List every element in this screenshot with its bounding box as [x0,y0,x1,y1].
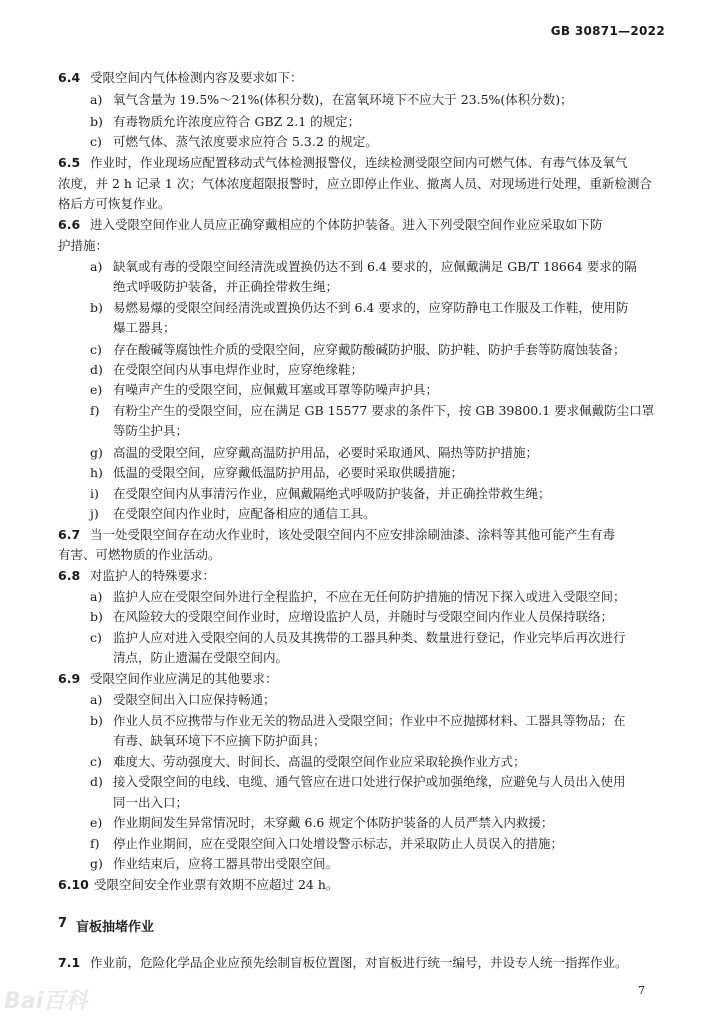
item-letter: b) [90,113,103,129]
item-text: 在受限空间内从事电焊作业时，应穿绝缘鞋； [113,362,364,377]
item-text: 绝式呼吸防护装备，并正确拴带救生绳； [113,279,339,295]
item-text: 易燃易爆的受限空间经清洗或置换仍达不到 6.4 要求的，应穿防静电工作服及工作鞋，使用防 [113,299,629,315]
item-letter: b) [90,299,103,315]
standard-code: GB 30871—2022 [550,24,665,38]
item-text: 作业人员不应携带与作业无关的物品进入受限空间；作业中不应抛掷材料、工器具等物品；在 [113,712,626,728]
clause-number: 6.6 [58,216,81,232]
item-letter: d) [90,774,103,790]
item-text: 低温的受限空间，应穿戴低温防护用品，必要时采取供暖措施； [113,465,464,481]
item-text: 同一出入口； [113,794,189,810]
clause-text: 当一处受限空间存在动火作业时，该处受限空间内不应安排涂刷油漆、涂料等其他可能产生有毒 [90,526,616,542]
clause-text: 格后方可恢复作业。 [58,196,171,212]
item-letter: h) [90,465,103,481]
item-letter: e) [90,382,103,398]
item-text: 清点，防止遗漏在受限空间内。 [113,650,289,666]
item-letter: d) [90,362,103,377]
item-text: 受限空间出入口应保持畅通； [113,692,276,708]
item-text: 有毒、缺氧环境下不应摘下防护面具； [113,733,326,749]
clause-text: 有害、可燃物质的作业活动。 [58,547,221,563]
item-letter: i) [90,485,99,501]
item-letter: a) [90,692,103,708]
item-text: 监护人应对进入受限空间的人员及其携带的工器具种类、数量进行登记，作业完毕后再次进行 [113,629,626,645]
clause-text: 受限空间安全作业票有效期不应超过 24 h。 [94,877,339,892]
clause-text: 护措施： [58,238,109,254]
clause-number: 6.8 [58,567,81,583]
item-text: 缺氧或有毒的受限空间经清洗或置换仍达不到 6.4 要求的，应佩戴满足 GB/T 18664 要求的隔 [113,258,637,274]
item-text: 在风险较大的受限空间作业时，应增设监护人员，并随时与受限空间内作业人员保持联络； [113,609,614,625]
page-number: 7 [638,984,645,997]
item-text: 在受限空间内作业时，应配备相应的通信工具。 [113,506,376,522]
item-letter: b) [90,712,103,728]
item-text: 停止作业期间，应在受限空间入口处增设警示标志，并采取防止人员误入的措施； [113,835,564,851]
chapter-title: 盲板抽堵作业 [76,920,155,935]
clause-text: 进入受限空间作业人员应正确穿戴相应的个体防护装备。进入下列受限空间作业应采取如下防 [90,216,603,232]
clause-number: 6.7 [58,526,81,542]
item-text: 作业结束后，应将工器具带出受限空间。 [113,856,339,871]
item-text: 在受限空间内从事清污作业，应佩戴隔绝式呼吸防护装备，并正确拴带救生绳； [113,485,551,501]
item-letter: f) [90,402,100,418]
item-text: 高温的受限空间，应穿戴高温防护用品，必要时采取通风、隔热等防护措施； [113,444,539,460]
item-letter: c) [90,134,102,150]
item-letter: a) [90,258,103,274]
clause-text: 受限空间作业应满足的其他要求： [90,670,278,686]
item-letter: c) [90,341,102,357]
clause-number: 6.10 [58,877,89,892]
clause-text: 作业时，作业现场应配置移动式气体检测报警仪，连续检测受限空间内可燃气体、有毒气体及氧气 [90,154,628,170]
clause-number: 7.1 [58,955,81,970]
clause-number: 6.5 [58,154,81,170]
clause-text: 作业前，危险化学品企业应预先绘制盲板位置图，对盲板进行统一编号，并设专人统一指挥作业。 [90,955,628,970]
clause-number: 6.9 [58,670,81,686]
clause-text: 浓度，并 2 h 记录 1 次；气体浓度超限报警时，应立即停止作业、撤离人员、对现场进行处理，重新检测合 [58,175,652,191]
item-text: 等防尘护具； [113,423,189,439]
item-letter: b) [90,609,103,625]
item-text: 爆工器具； [113,320,176,336]
item-text: 难度大、劳动强度大、时间长、高温的受限空间作业应采取轮换作业方式； [113,753,526,769]
item-text: 可燃气体、蒸气浓度要求应符合 5.3.2 的规定。 [113,134,378,150]
item-text: 有噪声产生的受限空间，应佩戴耳塞或耳罩等防噪声护具； [113,382,439,398]
item-text: 接入受限空间的电线、电缆、通气管应在进口处进行保护或加强绝缘，应避免与人员出入使用 [113,774,626,790]
clause-text: 对监护人的特殊要求： [90,567,216,583]
item-text: 存在酸碱等腐蚀性介质的受限空间，应穿戴防酸碱防护服、防护鞋、防护手套等防腐蚀装备； [113,341,626,357]
clause-number: 6.4 [58,70,81,85]
item-letter: a) [90,92,103,108]
item-text: 有粉尘产生的受限空间，应在满足 GB 15577 要求的条件下，按 GB 39800.1 要求佩戴防尘口罩 [113,402,655,418]
clause-text: 受限空间内气体检测内容及要求如下： [90,70,303,85]
item-letter: g) [90,856,103,871]
item-text: 监护人应在受限空间外进行全程监护，不应在无任何防护措施的情况下探入或进入受限空间； [113,589,626,604]
item-letter: c) [90,629,102,645]
item-letter: a) [90,589,103,604]
item-text: 有毒物质允许浓度应符合 GBZ 2.1 的规定； [113,113,361,129]
item-text: 作业期间发生异常情况时，未穿戴 6.6 规定个体防护装备的人员严禁入内救援； [113,815,554,831]
chapter-number: 7 [58,916,68,931]
item-letter: c) [90,753,102,769]
item-letter: f) [90,835,100,851]
watermark-logo: Bai百科 [4,989,88,1014]
item-letter: e) [90,815,103,831]
item-letter: g) [90,444,103,460]
item-letter: j) [90,506,99,522]
item-text: 氧气含量为 19.5%～21%(体积分数)，在富氧环境下不应大于 23.5%(体积分数)； [113,92,573,108]
